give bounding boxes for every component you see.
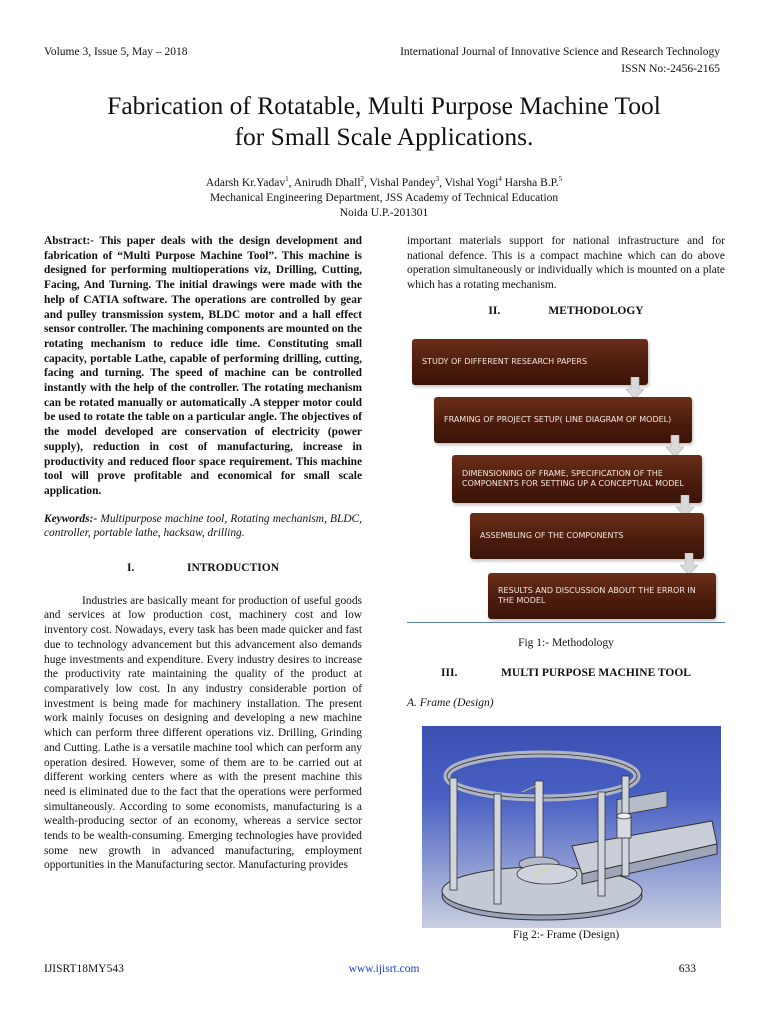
author-name: , Anirudh Dhall [288,176,361,189]
section-heading-introduction [44,561,362,576]
flow-step-4 [470,513,704,559]
keywords-text: Multipurpose machine tool, Rotating mechanism, BLDC, controller, portable lathe, hacksaw, drilling. [44,512,362,540]
website-link[interactable]: www.ijisrt.com [348,963,420,975]
author-name: , Vishal Pandey [364,176,436,189]
flow-step-2 [434,397,692,443]
right-column-intro [407,234,725,293]
frame-design-render [422,726,721,928]
section-heading-machine-tool [407,667,725,679]
flow-step-label: DIMENSIONING OF FRAME, SPECIFICATION OF THE COMPONENTS FOR SETTING UP A CONCEPTUAL MODEL [462,469,684,488]
down-arrow-icon [626,377,644,399]
section-title: MULTI PURPOSE MACHINE TOOL [501,667,691,679]
author-sup: 2 [360,175,365,183]
author-sup: 5 [558,175,563,183]
down-arrow-icon [666,435,684,457]
flow-step-label: STUDY OF DIFFERENT RESEARCH PAPERS [422,357,588,366]
author-department: Mechanical Engineering Department, JSS Academy of Technical Education [209,191,559,204]
figure-divider [407,622,725,623]
title-line-1: Fabrication of Rotatable, Multi Purpose Machine Tool [107,91,661,120]
author-block [30,172,738,221]
fig1-caption: Fig 1:- Methodology [518,637,614,649]
section-heading-methodology [407,305,725,317]
flow-step-label: FRAMING OF PROJECT SETUP( LINE DIAGRAM OF MODEL) [444,415,672,424]
keywords-label: Keywords:- [44,512,98,525]
intro-continued: important materials support for national infrastructure and for national defence. This is a compact machine which can do above operation simultaneously or individually which is mounted on a plate which has a rotating mechanism. [407,235,725,292]
flow-step-5 [488,573,716,619]
flow-step-label: RESULTS AND DISCUSSION ABOUT THE ERROR IN THE MODEL [498,586,696,605]
issn: ISSN No:-2456-2165 [621,63,720,75]
journal-name: International Journal of Innovative Science and Research Technology [400,46,720,58]
abstract: Abstract:- This paper deals with the design development and fabrication of “Multi Purpose Machine Tool”. This machine is designed for performing multioperations viz, Drilling, Cutting, Facing, And Turning. The initial drawings were made with the help of CATIA software. The operations are controlled by gear and pulley transmission system, BLDC motor and a hall effect sensor controller. The machining components are mounted on the rotating mechanism to reduce idle time. Constituting small capacity, portable Lathe, capable of performing drilling, cutting, facing and turning. The speed of machine can be controlled instantly with the help of the controller. The rotating mechanism can be rotated manually or automatically .A stepper motor could be used to rotate the table on a particular angle. The objectives of the model developed are conservation of electricity (power supply), reduction in cost of manufacturing, increase in productivity and reduced floor space requirement. This machine tool will prove profitable and economical for small scale application. [44,235,362,497]
title-line-2: for Small Scale Applications. [234,122,534,151]
author-name: , Vishal Yogi [439,176,499,189]
author-name: Harsha B.P. [501,176,559,189]
section-title: METHODOLOGY [548,305,644,317]
methodology-flowchart [412,330,722,622]
author-location: Noida U.P.-201301 [339,206,429,219]
volume-info: Volume 3, Issue 5, May – 2018 [44,46,188,58]
author-list [30,172,738,191]
author-name: Adarsh Kr.Yadav [205,176,286,189]
flow-step-label: ASSEMBLING OF THE COMPONENTS [480,531,624,540]
introduction-text: Industries are basically meant for production of useful goods and services at low production cost, machinery cost and low inventory cost. Nowadays, every task has been made quicker and fast due to technology advancement but this advancement also demands huge investments and expenditure. Every industry desires to increase the productivity rate maintaining the quality of the product at comparatively low cost. In any industry considerable portion of investment is being made for machinery installation. The present work mainly focuses on designing and developing a new machine which can perform three different operations viz. Drilling, Grinding and Cutting. Lathe is a versatile machine tool which can perform any operation desired. However, some of them are to be carried out at different working centers where as with the present machine this need is eliminated due to the fact that the operations were performed simultaneously. According to some economists, manufacturing is a wealth-producing sector of an economy, whereas a service sector tends to be wealth-consuming. Emerging technologies have provided some new growth in advanced manufacturing, employment opportunities in the Manufacturing sector. Manufacturing provides [44,594,362,872]
author-sup: 1 [285,175,289,183]
left-column [44,234,362,873]
flow-step-3 [452,455,702,503]
keywords [44,512,362,541]
page-number: 633 [678,963,696,975]
paper-title [30,90,738,152]
author-sup: 3 [435,175,440,183]
section-number: I. [126,562,135,575]
cad-model-illustration [422,726,721,928]
down-arrow-icon [680,553,698,575]
fig2-caption: Fig 2:- Frame (Design) [512,929,620,941]
section-title: INTRODUCTION [186,562,279,575]
flow-step-1 [412,339,648,385]
section-number: III. [441,667,458,679]
paper-id: IJISRT18MY543 [44,963,124,975]
author-sup: 4 [498,175,502,183]
section-number: II. [488,305,501,317]
subsection-frame-design: A. Frame (Design) [407,697,494,709]
